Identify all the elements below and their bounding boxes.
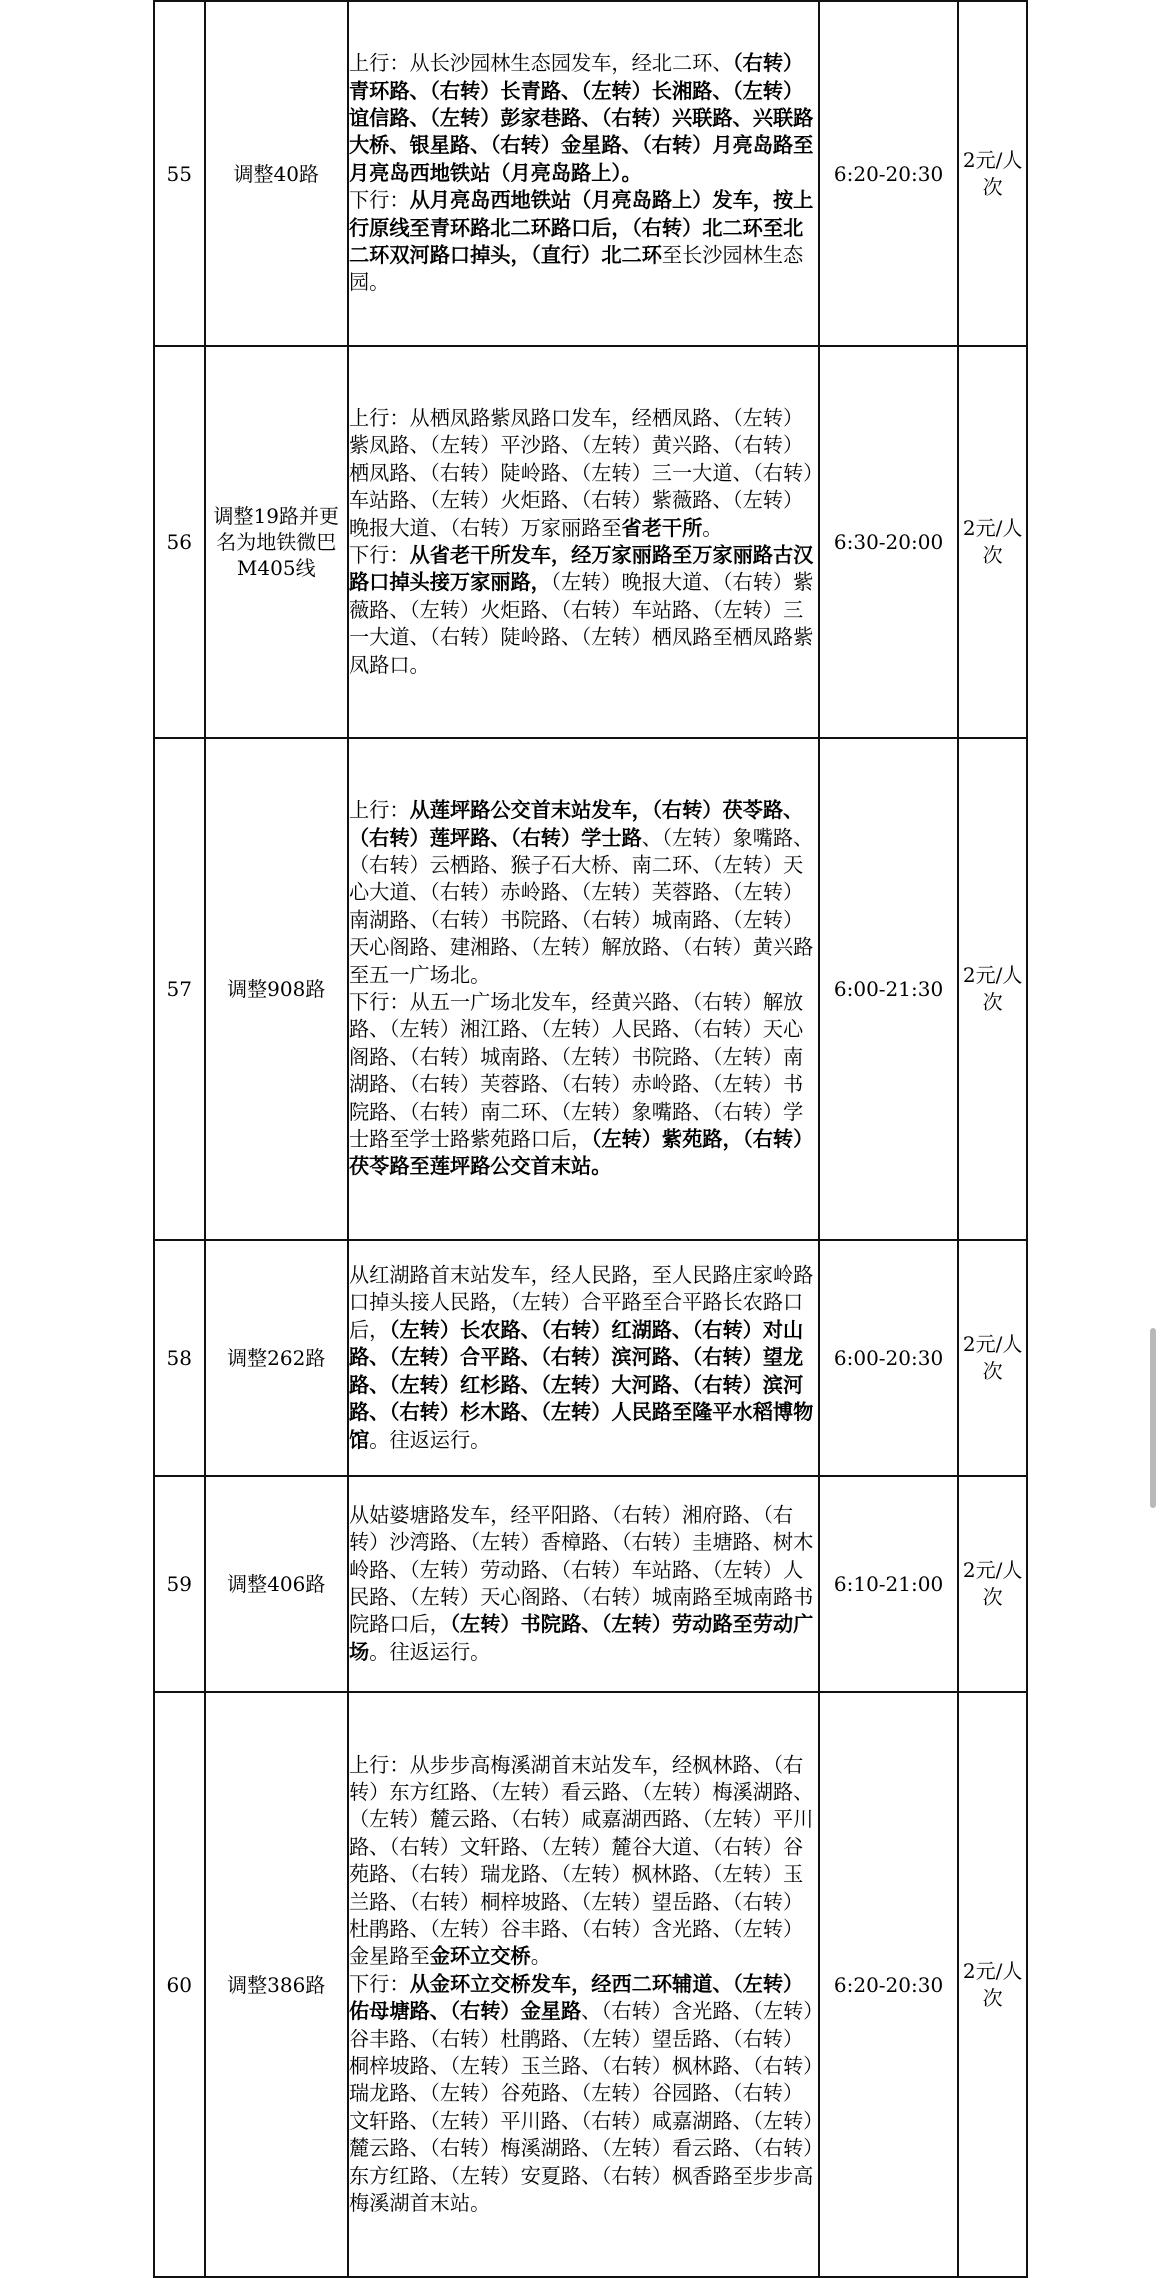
vertical-scrollbar[interactable] xyxy=(1150,1328,1156,1508)
route-text-bold: 金环立交桥 xyxy=(429,1944,531,1969)
row-number: 57 xyxy=(154,738,205,1240)
operating-hours: 6:10-21:00 xyxy=(819,1476,958,1692)
route-text-bold: 从月亮岛西地铁站（月亮岛路上）发车，按上行原线至青环路北二环路口后，（右转）北二环至北二环双河路口掉头，（直行）北二环 xyxy=(348,188,814,268)
fare: 2元/人次 xyxy=(958,1476,1027,1692)
row-number: 60 xyxy=(154,1692,205,2277)
table-row xyxy=(154,346,1027,738)
route-text-bold: 从莲坪路公交首末站发车，（右转）茯苓路、（右转）莲坪路、（右转）学士路 xyxy=(348,798,804,850)
row-number: 59 xyxy=(154,1476,205,1692)
route-text: 。 xyxy=(702,515,723,540)
route-description xyxy=(348,346,819,738)
route-text: 、（右转）含光路、（左转）谷丰路、（右转）杜鹃路、（左转）望岳路、（右转）桐梓坡路、（左转）玉兰路、（右转）枫林路、（右转）瑞龙路、（左转）谷苑路、（左转）谷园路、（右转）文轩路、（左转）平川路、（右转）咸嘉湖路、（左转）麓云路、（右转）梅溪湖路、（左转）看云路、（右转）东方红路、（左转）安夏路、（右转）枫香路至步步高梅溪湖首末站。 xyxy=(348,1999,814,2216)
route-text: 下行：从五一广场北发车，经黄兴路、（右转）解放路、（左转）湘江路、（左转）人民路、（右转）天心阁路、（右转）城南路、（左转）书院路、（左转）南湖路、（右转）芙蓉路、（右转）赤岭路、（左转）书院路、（右转）南二环、（左转）象嘴路、（右转）学士路至学士路紫苑路口后， xyxy=(348,990,804,1152)
table-row xyxy=(154,1692,1027,2277)
route-paragraph xyxy=(349,1262,818,1454)
route-description xyxy=(348,738,819,1240)
fare: 2元/人次 xyxy=(958,346,1027,738)
fare: 2元/人次 xyxy=(958,1692,1027,2277)
route-text: 下行： xyxy=(348,1971,410,1996)
route-text: 上行：从栖凤路紫凤路口发车，经栖凤路、（左转）紫凤路、（左转）平沙路、（左转）黄兴路、（右转）栖凤路、（右转）陡岭路、（左转）三一大道、（右转）车站路、（左转）火炬路、（右转）紫薇路、（左转）晚报大道、（右转）万家丽路至 xyxy=(348,405,814,540)
route-text-bold: （右转）青环路、（右转）长青路、（左转）长湘路、（左转）谊信路、（左转）彭家巷路、（右转）兴联路、兴联路大桥、银星路、（右转）金星路、（右转）月亮岛路至月亮岛西地铁站（月亮岛路上）。 xyxy=(348,51,814,185)
route-text: 从红湖路首末站发车，经人民路，至人民路庄家岭路口掉头接人民路，（左转）合平路至合平路长农路口后， xyxy=(348,1263,814,1342)
table-row xyxy=(154,1476,1027,1692)
route-text: 、（左转）象嘴路、（右转）云栖路、猴子石大桥、南二环、（左转）天心大道、（右转）赤岭路、（左转）芙蓉路、（左转）南湖路、（右转）书院路、（右转）城南路、（左转）天心阁路、建湘路、（左转）解放路、（右转）黄兴路至五一广场北。 xyxy=(348,825,814,987)
table-row xyxy=(154,738,1027,1240)
route-text: 上行：从步步高梅溪湖首末站发车，经枫林路、（右转）东方红路、（左转）看云路、（左转）梅溪湖路、（左转）麓云路、（右转）咸嘉湖西路、（左转）平川路、（右转）文轩路、（左转）麓谷大道、（右转）谷苑路、（右转）瑞龙路、（左转）枫林路、（左转）玉兰路、（右转）桐梓坡路、（左转）望岳路、（右转）杜鹃路、（左转）谷丰路、（右转）含光路、（左转）金星路至 xyxy=(348,1752,814,1969)
route-paragraph xyxy=(349,1502,818,1666)
route-text: 上行：从长沙园林生态园发车，经北二环、 xyxy=(348,51,733,76)
route-description xyxy=(348,1692,819,2277)
page-left-margin xyxy=(0,0,153,2276)
route-text: 。往返运行。 xyxy=(369,1427,491,1452)
operating-hours: 6:30-20:00 xyxy=(819,346,958,738)
operating-hours: 6:20-20:30 xyxy=(819,1692,958,2277)
row-number: 56 xyxy=(154,346,205,738)
route-text: 下行： xyxy=(348,188,410,213)
route-paragraph xyxy=(349,1752,818,1971)
route-paragraph xyxy=(349,989,818,1181)
adjustment-label: 调整40路 xyxy=(205,1,348,346)
route-table-body xyxy=(154,1,1027,2277)
adjustment-label: 调整406路 xyxy=(205,1476,348,1692)
route-text: （左转）晚报大道、（右转）紫薇路、（左转）火炬路、（右转）车站路、（左转）三一大道、（右转）陡岭路、（左转）栖凤路至栖凤路紫凤路口。 xyxy=(348,570,814,677)
adjustment-label: 调整19路并更名为地铁微巴M405线 xyxy=(205,346,348,738)
adjustment-label: 调整262路 xyxy=(205,1240,348,1476)
route-description xyxy=(348,1,819,346)
row-number: 58 xyxy=(154,1240,205,1476)
route-text-bold: 从省老干所发车，经万家丽路至万家丽路古汉路口掉头接万家丽路， xyxy=(348,543,814,595)
route-paragraph xyxy=(349,1971,818,2218)
route-text: 。往返运行。 xyxy=(369,1639,491,1664)
fare: 2元/人次 xyxy=(958,1,1027,346)
adjustment-label: 调整908路 xyxy=(205,738,348,1240)
route-table xyxy=(153,0,1028,2278)
adjustment-label: 调整386路 xyxy=(205,1692,348,2277)
route-text-bold: 从金环立交桥发车，经西二环辅道、（左转）佑母塘路、（右转）金星路 xyxy=(348,1971,804,2024)
route-text: 。 xyxy=(530,1944,551,1969)
route-description xyxy=(348,1240,819,1476)
route-paragraph xyxy=(349,50,818,187)
route-text-bold: 省老干所 xyxy=(621,515,703,540)
fare: 2元/人次 xyxy=(958,738,1027,1240)
route-text-bold: （左转）紫苑路，（右转）茯苓路至莲坪路公交首末站。 xyxy=(348,1127,814,1179)
route-text: 上行： xyxy=(348,798,410,823)
route-paragraph xyxy=(349,405,818,542)
route-paragraph xyxy=(349,797,818,989)
fare: 2元/人次 xyxy=(958,1240,1027,1476)
operating-hours: 6:20-20:30 xyxy=(819,1,958,346)
operating-hours: 6:00-20:30 xyxy=(819,1240,958,1476)
route-paragraph xyxy=(349,542,818,679)
operating-hours: 6:00-21:30 xyxy=(819,738,958,1240)
row-number: 55 xyxy=(154,1,205,346)
table-row xyxy=(154,1240,1027,1476)
route-text: 从姑婆塘路发车，经平阳路、（右转）湘府路、（右转）沙湾路、（左转）香樟路、（右转）圭塘路、树木岭路、（左转）劳动路、（右转）车站路、（左转）人民路、（左转）天心阁路、（右转）城南路至城南路书院路口后， xyxy=(348,1502,814,1637)
route-text-bold: （左转）书院路、（左转）劳动路至劳动广场 xyxy=(348,1612,814,1664)
table-row xyxy=(154,1,1027,346)
route-text-bold: （左转）长农路、（右转）红湖路、（右转）对山路、（左转）合平路、（右转）滨河路、（右转）望龙路、（左转）红杉路、（左转）大河路、（右转）滨河路、（右转）杉木路、（左转）人民路至隆平水稻博物馆 xyxy=(348,1317,814,1452)
route-paragraph xyxy=(349,187,818,297)
route-text: 下行： xyxy=(348,543,410,567)
route-description xyxy=(348,1476,819,1692)
route-text: 至长沙园林生态园。 xyxy=(348,243,804,295)
